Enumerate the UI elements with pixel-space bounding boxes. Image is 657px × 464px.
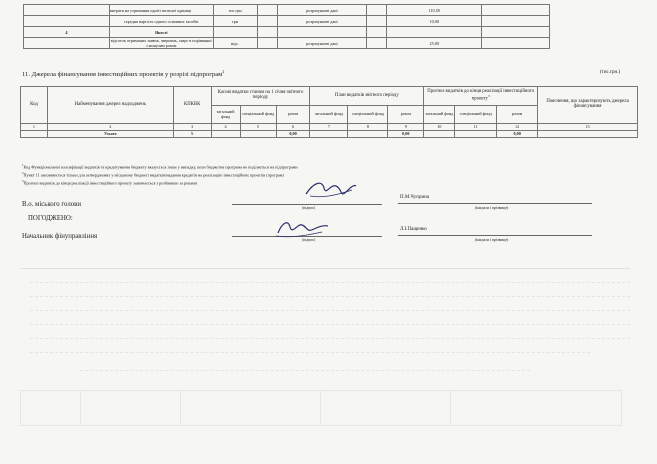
header-plan-expenses: План видатків звітного періоду <box>310 87 424 106</box>
row-number <box>24 5 110 16</box>
footnote: $^3$Прогноз видатків до кінця реалізації інвестиційного проекту зазначається з розбивкою за роками <box>22 178 197 186</box>
header-cash-expenses: Касові видатки станом на 1 січня звітного періоду <box>211 87 310 106</box>
col-num: 1 <box>21 124 48 131</box>
table-row <box>24 5 550 16</box>
indicator-group: Якості <box>109 27 213 38</box>
col-num: 9 <box>388 124 424 131</box>
total-x: X <box>173 131 211 138</box>
indicator-unit: відс. <box>213 38 257 49</box>
indicators-table <box>23 4 550 49</box>
header-explanation: Пояснення, що характеризують джерела фінансування <box>538 87 638 124</box>
financing-sources-table <box>20 86 638 138</box>
total-label: Усього <box>47 131 173 138</box>
col-num: 13 <box>538 124 638 131</box>
agreed-label: ПОГОДЖЕНО: <box>28 215 73 222</box>
signature-mark <box>300 176 360 204</box>
subheader-total: разом <box>388 106 424 124</box>
column-number-row <box>21 124 638 131</box>
header-forecast-expenses: Прогноз видатків до кінця реалізації інвестиційного проекту$^3$ <box>424 87 538 106</box>
row-number <box>24 16 110 27</box>
head-signature-line <box>232 204 382 205</box>
subheader-total: разом <box>276 106 310 124</box>
total-cash: 0,00 <box>276 131 310 138</box>
subheader-special-fund: спеціальний фонд <box>348 106 388 124</box>
col-num: 8 <box>348 124 388 131</box>
head-name-caption: (ініціали і прізвище) <box>475 206 509 210</box>
indicator-source: розрахункові дані <box>277 5 367 16</box>
col-num: 11 <box>455 124 497 131</box>
header-kpkvk: КПКВК <box>173 87 211 124</box>
footnote: $^2$Пункт 11 заповнюється тільки для затверджених у місцевому бюджеті видатків/надання кредитів на реалізацію інвестиційних проектів (програм) <box>22 170 284 178</box>
col-num: 6 <box>276 124 310 131</box>
fin-signature-caption: (підпис) <box>302 238 316 242</box>
total-plan: 0,00 <box>388 131 424 138</box>
indicator-value: 10,00 <box>387 16 482 27</box>
units-label: (тис.грн.) <box>600 70 621 75</box>
subheader-special-fund: спеціальний фонд <box>240 106 276 124</box>
head-title: В.о. міського голови <box>22 201 81 208</box>
col-num: 2 <box>47 124 173 131</box>
head-name: П.М.Чуприна <box>400 195 430 200</box>
col-num: 7 <box>310 124 348 131</box>
bleed-through <box>20 250 640 450</box>
section-title: 11. Джерела фінансування інвестиційних проектів у розрізі підпрограм$^2$ <box>22 69 225 79</box>
subheader-general-fund: загальний фонд <box>424 106 455 124</box>
header-code: Код <box>21 87 48 124</box>
footnote: $^1$Код Функціональної класифікації видатків та кредитування бюджету вказується лише у випадку, коли бюджетна програма не поділяється на підпрограми <box>22 163 298 170</box>
indicator-unit: грн <box>213 16 257 27</box>
indicator-unit: тис.грн <box>213 5 257 16</box>
indicator-value: 25,00 <box>387 38 482 49</box>
fin-name-line <box>398 235 592 236</box>
table-row <box>24 16 550 27</box>
header-source-name: Найменування джерел надходжень <box>47 87 173 124</box>
indicator-name: середня вартість одного основних засобів <box>109 16 213 27</box>
col-num: 4 <box>211 124 240 131</box>
row-number <box>24 38 110 49</box>
col-num: 10 <box>424 124 455 131</box>
col-num: 12 <box>497 124 538 131</box>
table-row <box>24 27 550 38</box>
header-row <box>21 87 638 106</box>
fin-name: Л.І.Пащенко <box>400 227 427 232</box>
indicator-name: витрати на утримання однієї штатної одиниці <box>109 5 213 16</box>
col-num: 3 <box>173 124 211 131</box>
subheader-special-fund: спеціальний фонд <box>455 106 497 124</box>
subheader-general-fund: загальний фонд <box>310 106 348 124</box>
col-num: 5 <box>240 124 276 131</box>
footnotes <box>22 163 542 185</box>
subheader-general-fund: загальний фонд <box>211 106 240 124</box>
row-number: 4 <box>24 27 110 38</box>
total-forecast: 0,00 <box>497 131 538 138</box>
total-row <box>21 131 638 138</box>
fin-name-caption: (ініціали і прізвище) <box>475 238 509 242</box>
head-signature-caption: (підпис) <box>302 206 316 210</box>
indicator-name: відсоток отриманих заявок, звернень, скарг в порівнянні з минулим роком <box>110 38 212 48</box>
indicator-source: розрахункові дані <box>277 16 367 27</box>
head-name-line <box>398 203 592 204</box>
fin-title: Начальник фінуправління <box>22 233 98 240</box>
table-row <box>24 38 550 49</box>
subheader-total: разом <box>497 106 538 124</box>
indicator-value: 110,50 <box>387 5 482 16</box>
signature-mark <box>272 217 332 241</box>
indicator-source: розрахункові дані <box>277 38 367 49</box>
